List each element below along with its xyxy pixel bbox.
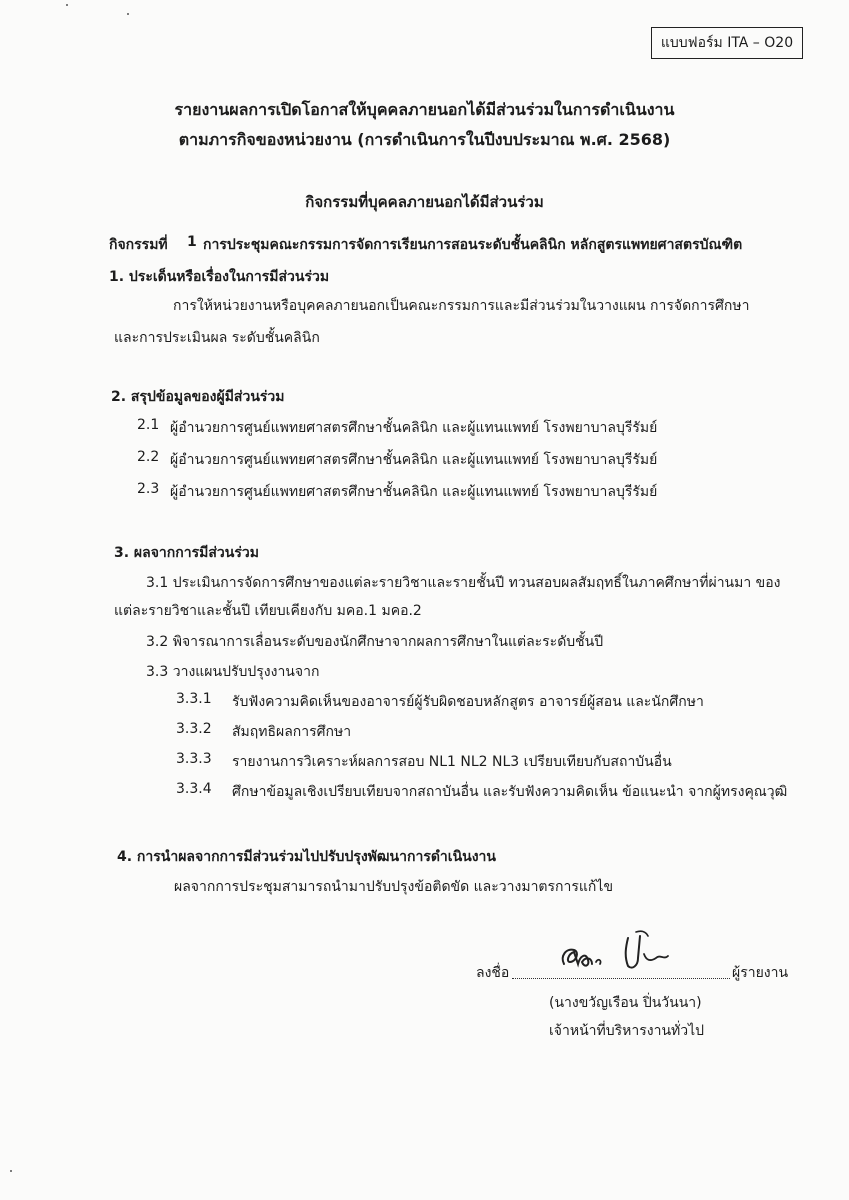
- title-line-2: ตามภารกิจของหน่วยงาน (การดำเนินการในปีงบประมาณ พ.ศ. 2568): [178, 130, 671, 149]
- scan-speck: [10, 1170, 12, 1172]
- result-3-1-line-1: 3.1 ประเมินการจัดการศึกษาของแต่ละรายวิชาและรายชั้นปี ทวนสอบผลสัมฤทธิ์ในภาคศึกษาที่ผ่านมา ของ: [146, 575, 781, 591]
- sign-label: ลงชื่อ: [476, 965, 510, 981]
- scan-speck: [66, 4, 68, 6]
- improvement-heading: 4. การนำผลจากการมีส่วนร่วมไปปรับปรุงพัฒนาการดำเนินงาน: [117, 849, 496, 865]
- participants-heading: 2. สรุปข้อมูลของผู้มีส่วนร่วม: [111, 389, 285, 405]
- section-title: กิจกรรมที่บุคคลภายนอกได้มีส่วนร่วม: [305, 193, 544, 211]
- scan-speck: [127, 13, 129, 15]
- participant-text: ผู้อำนวยการศูนย์แพทยศาสตรศึกษาชั้นคลินิก และผู้แทนแพทย์ โรงพยาบาลบุรีรัมย์: [170, 484, 658, 500]
- improvement-text: ผลจากการประชุมสามารถนำมาปรับปรุงข้อติดขัด และวางมาตรการแก้ไข: [174, 879, 614, 895]
- topic-heading: 1. ประเด็นหรือเรื่องในการมีส่วนร่วม: [109, 269, 330, 285]
- sub-item-text: รายงานการวิเคราะห์ผลการสอบ NL1 NL2 NL3 เปรียบเทียบกับสถาบันอื่น: [232, 754, 672, 770]
- participant-text: ผู้อำนวยการศูนย์แพทยศาสตรศึกษาชั้นคลินิก และผู้แทนแพทย์ โรงพยาบาลบุรีรัมย์: [170, 452, 658, 468]
- activity-name: การประชุมคณะกรรมการจัดการเรียนการสอนระดับชั้นคลินิก หลักสูตรแพทยศาสตรบัณฑิต: [203, 237, 743, 253]
- reporter-position: เจ้าหน้าที่บริหารงานทั่วไป: [549, 1023, 705, 1039]
- results-heading: 3. ผลจากการมีส่วนร่วม: [114, 545, 259, 561]
- activity-number: 1: [187, 234, 197, 250]
- title-line-1: รายงานผลการเปิดโอกาสให้บุคคลภายนอกได้มีส่วนร่วมในการดำเนินงาน: [174, 100, 675, 119]
- participant-text: ผู้อำนวยการศูนย์แพทยศาสตรศึกษาชั้นคลินิก และผู้แทนแพทย์ โรงพยาบาลบุรีรัมย์: [170, 420, 658, 436]
- sub-item-num: 3.3.3: [176, 751, 212, 767]
- sub-item-text: ศึกษาข้อมูลเชิงเปรียบเทียบจากสถาบันอื่น และรับฟังความคิดเห็น ข้อแนะนำ จากผู้ทรงคุณวุฒิ: [232, 784, 788, 800]
- sub-item-text: สัมฤทธิผลการศึกษา: [232, 724, 352, 740]
- result-3-1-line-2: แต่ละรายวิชาและชั้นปี เทียบเคียงกับ มคอ.1 มคอ.2: [114, 603, 422, 619]
- topic-line-2: และการประเมินผล ระดับชั้นคลินิก: [114, 330, 320, 346]
- activity-label: กิจกรรมที่: [109, 237, 168, 253]
- participant-num: 2.2: [137, 449, 160, 465]
- sub-item-num: 3.3.2: [176, 721, 212, 737]
- topic-line-1: การให้หน่วยงานหรือบุคคลภายนอกเป็นคณะกรรมการและมีส่วนร่วมในวางแผน การจัดการศึกษา: [173, 298, 750, 314]
- participant-num: 2.3: [137, 481, 160, 497]
- result-3-3: 3.3 วางแผนปรับปรุงงานจาก: [146, 664, 320, 680]
- reporter-suffix: ผู้รายงาน: [732, 965, 789, 981]
- sub-item-num: 3.3.1: [176, 691, 212, 707]
- participant-num: 2.1: [137, 417, 160, 433]
- result-3-2: 3.2 พิจารณาการเลื่อนระดับของนักศึกษาจากผลการศึกษาในแต่ละระดับชั้นปี: [146, 634, 604, 650]
- sub-item-text: รับฟังความคิดเห็นของอาจารย์ผู้รับผิดชอบหลักสูตร อาจารย์ผู้สอน และนักศึกษา: [232, 694, 704, 710]
- form-code-box: แบบฟอร์ม ITA – O20: [651, 27, 803, 59]
- handwritten-signature: [556, 926, 686, 982]
- reporter-name: (นางขวัญเรือน ปิ่นวันนา): [549, 995, 702, 1011]
- sub-item-num: 3.3.4: [176, 781, 212, 797]
